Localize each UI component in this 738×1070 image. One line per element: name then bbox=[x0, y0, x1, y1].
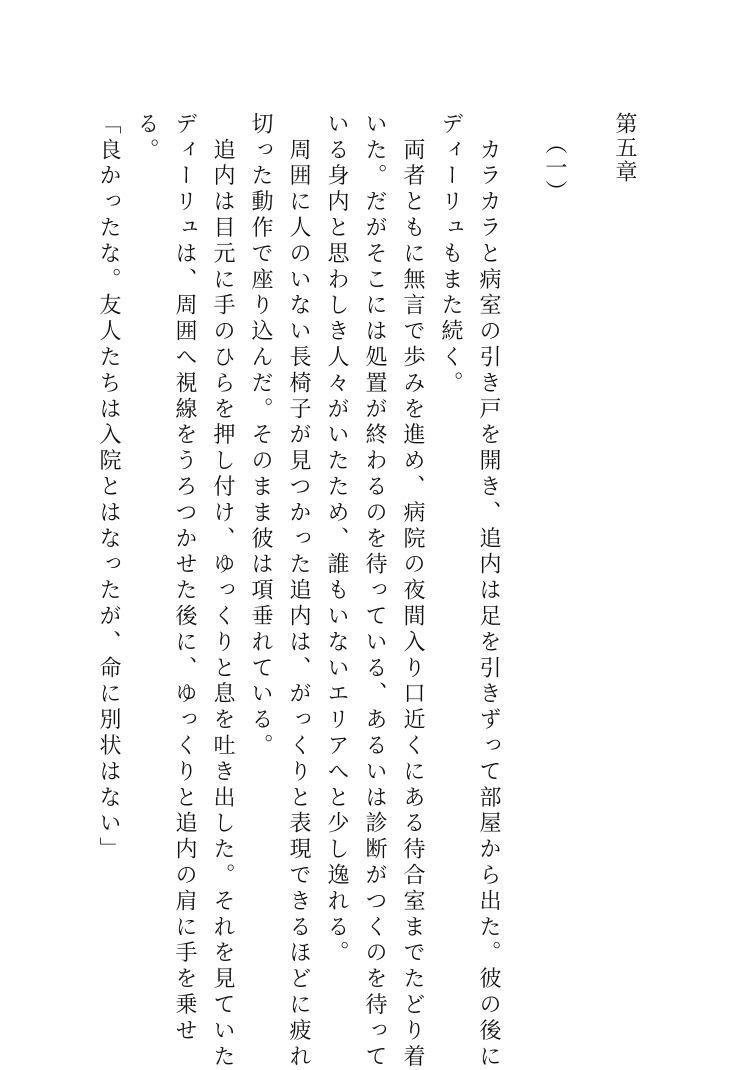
chapter-title: 第五章 bbox=[612, 112, 637, 184]
body-line-5: いる身内と思わしき人々がいたため、誰もいないエリアへと少し逸れる。 bbox=[324, 112, 349, 967]
body-line-6: 周囲に人のいない長椅子が見つかった追内は、がっくりと表現できるほどに疲れ bbox=[286, 112, 311, 1070]
body-line-7: 切った動作で座り込んだ。そのまま彼は項垂れている。 bbox=[248, 112, 273, 760]
body-line-1: カラカラと病室の引き戸を開き、追内は足を引きずって部屋から出た。彼の後に bbox=[476, 112, 501, 1070]
body-line-9: ディーリュは、周囲へ視線をうろつかせた後に、ゆっくりと追内の肩に手を乗せ bbox=[172, 112, 197, 1045]
body-line-8: 追内は目元に手のひらを押し付け、ゆっくりと息を吐き出した。それを見ていた bbox=[210, 112, 235, 1070]
body-line-10: る。 bbox=[134, 112, 159, 164]
body-line-3: 両者ともに無言で歩みを進め、病院の夜間入り口近くにある待合室までたどり着 bbox=[400, 112, 425, 1070]
body-line-11: 「良かったな。友人たちは入院とはなったが、命に別状はない」 bbox=[96, 112, 121, 864]
body-line-4: いた。だがそこには処置が終わるのを待っている、あるいは診断がつくのを待って bbox=[362, 112, 387, 1070]
section-title: （一） bbox=[542, 132, 567, 204]
body-line-2: ディーリュもまた続く。 bbox=[438, 112, 463, 397]
